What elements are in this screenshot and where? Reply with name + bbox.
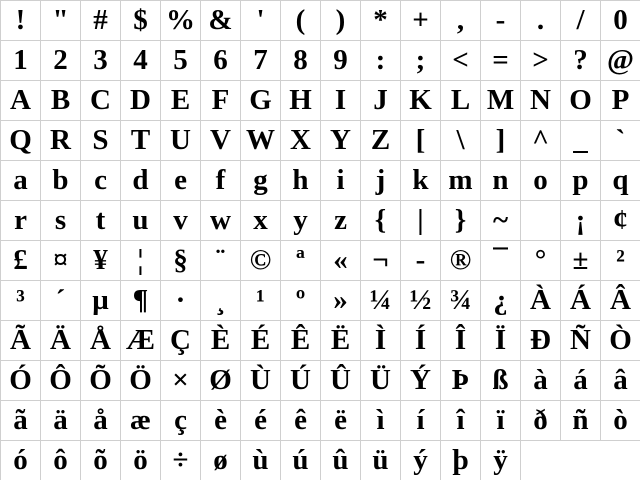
glyph-cell[interactable]: H xyxy=(281,81,321,121)
glyph-cell[interactable]: ¼ xyxy=(361,281,401,321)
glyph-cell[interactable]: ^ xyxy=(521,121,561,161)
glyph-cell[interactable]: ä xyxy=(41,401,81,441)
glyph-cell[interactable]: ® xyxy=(441,241,481,281)
glyph-cell[interactable]: × xyxy=(161,361,201,401)
glyph-cell[interactable]: 5 xyxy=(161,41,201,81)
glyph-cell[interactable]: Û xyxy=(321,361,361,401)
glyph-cell[interactable]: ô xyxy=(41,441,81,480)
glyph-cell[interactable]: ù xyxy=(241,441,281,480)
glyph-cell[interactable]: Ï xyxy=(481,321,521,361)
glyph-cell[interactable]: ¦ xyxy=(121,241,161,281)
glyph-cell[interactable]: - xyxy=(481,1,521,41)
glyph-cell[interactable]: Õ xyxy=(81,361,121,401)
glyph-cell[interactable]: B xyxy=(41,81,81,121)
glyph-cell[interactable]: v xyxy=(161,201,201,241)
glyph-cell[interactable]: 1 xyxy=(1,41,41,81)
glyph-cell[interactable]: § xyxy=(161,241,201,281)
glyph-cell[interactable]: ¶ xyxy=(121,281,161,321)
glyph-cell[interactable]: ê xyxy=(281,401,321,441)
glyph-cell[interactable]: ¯ xyxy=(481,241,521,281)
glyph-cell[interactable]: 6 xyxy=(201,41,241,81)
glyph-cell[interactable]: ? xyxy=(561,41,601,81)
glyph-cell[interactable]: Ò xyxy=(601,321,640,361)
glyph-cell[interactable]: + xyxy=(401,1,441,41)
glyph-cell[interactable]: Ü xyxy=(361,361,401,401)
glyph-cell[interactable]: µ xyxy=(81,281,121,321)
glyph-cell[interactable]: Ç xyxy=(161,321,201,361)
glyph-cell[interactable]: S xyxy=(81,121,121,161)
glyph-cell[interactable]: ò xyxy=(601,401,640,441)
glyph-cell[interactable]: ¥ xyxy=(81,241,121,281)
glyph-cell[interactable]: Å xyxy=(81,321,121,361)
glyph-cell[interactable]: < xyxy=(441,41,481,81)
glyph-cell[interactable]: ª xyxy=(281,241,321,281)
glyph-cell[interactable]: x xyxy=(241,201,281,241)
glyph-cell[interactable]: é xyxy=(241,401,281,441)
glyph-cell[interactable]: Á xyxy=(561,281,601,321)
glyph-cell[interactable]: n xyxy=(481,161,521,201)
glyph-cell[interactable]: Î xyxy=(441,321,481,361)
glyph-cell[interactable]: Þ xyxy=(441,361,481,401)
glyph-cell[interactable]: 3 xyxy=(81,41,121,81)
glyph-cell[interactable]: ÿ xyxy=(481,441,521,480)
glyph-cell[interactable]: J xyxy=(361,81,401,121)
glyph-cell[interactable]: O xyxy=(561,81,601,121)
glyph-cell[interactable]: ñ xyxy=(561,401,601,441)
glyph-cell[interactable]: ! xyxy=(1,1,41,41)
glyph-cell[interactable]: 2 xyxy=(41,41,81,81)
glyph-cell[interactable]: ¢ xyxy=(601,201,640,241)
glyph-cell[interactable]: p xyxy=(561,161,601,201)
glyph-cell[interactable]: | xyxy=(401,201,441,241)
glyph-cell[interactable]: Q xyxy=(1,121,41,161)
glyph-cell[interactable]: \ xyxy=(441,121,481,161)
glyph-cell[interactable]: U xyxy=(161,121,201,161)
glyph-cell[interactable]: Ú xyxy=(281,361,321,401)
glyph-cell[interactable]: ÷ xyxy=(161,441,201,480)
glyph-cell[interactable]: » xyxy=(321,281,361,321)
glyph-cell[interactable]: ] xyxy=(481,121,521,161)
glyph-cell[interactable]: û xyxy=(321,441,361,480)
glyph-cell[interactable]: T xyxy=(121,121,161,161)
glyph-cell[interactable]: : xyxy=(361,41,401,81)
glyph-cell[interactable]: ´ xyxy=(41,281,81,321)
glyph-cell[interactable]: ú xyxy=(281,441,321,480)
glyph-cell[interactable]: / xyxy=(561,1,601,41)
glyph-cell[interactable]: $ xyxy=(121,1,161,41)
glyph-cell[interactable]: _ xyxy=(561,121,601,161)
glyph-cell[interactable]: b xyxy=(41,161,81,201)
glyph-cell[interactable]: í xyxy=(401,401,441,441)
glyph-cell[interactable]: o xyxy=(521,161,561,201)
glyph-cell[interactable]: r xyxy=(1,201,41,241)
glyph-cell[interactable]: E xyxy=(161,81,201,121)
glyph-cell[interactable]: Ø xyxy=(201,361,241,401)
glyph-cell[interactable]: d xyxy=(121,161,161,201)
glyph-cell[interactable]: ë xyxy=(321,401,361,441)
glyph-cell[interactable]: Ñ xyxy=(561,321,601,361)
glyph-cell[interactable]: q xyxy=(601,161,640,201)
glyph-cell[interactable]: s xyxy=(41,201,81,241)
glyph-cell[interactable]: ¹ xyxy=(241,281,281,321)
glyph-cell[interactable]: Ë xyxy=(321,321,361,361)
glyph-cell[interactable]: R xyxy=(41,121,81,161)
glyph-cell[interactable]: # xyxy=(81,1,121,41)
glyph-cell[interactable]: c xyxy=(81,161,121,201)
glyph-cell[interactable]: & xyxy=(201,1,241,41)
glyph-cell[interactable]: 9 xyxy=(321,41,361,81)
glyph-cell[interactable]: f xyxy=(201,161,241,201)
glyph-cell[interactable]: ç xyxy=(161,401,201,441)
glyph-cell[interactable]: A xyxy=(1,81,41,121)
glyph-cell[interactable]: C xyxy=(81,81,121,121)
glyph-cell[interactable]: õ xyxy=(81,441,121,480)
glyph-cell[interactable]: @ xyxy=(601,41,640,81)
glyph-cell[interactable]: Z xyxy=(361,121,401,161)
glyph-cell[interactable]: ; xyxy=(401,41,441,81)
glyph-cell[interactable]: á xyxy=(561,361,601,401)
glyph-cell[interactable]: L xyxy=(441,81,481,121)
glyph-cell[interactable]: ( xyxy=(281,1,321,41)
glyph-cell[interactable]: À xyxy=(521,281,561,321)
glyph-cell[interactable]: G xyxy=(241,81,281,121)
glyph-cell[interactable]: Â xyxy=(601,281,640,321)
glyph-cell[interactable]: t xyxy=(81,201,121,241)
glyph-cell[interactable]: e xyxy=(161,161,201,201)
glyph-cell[interactable]: ã xyxy=(1,401,41,441)
glyph-cell[interactable]: â xyxy=(601,361,640,401)
glyph-cell[interactable]: { xyxy=(361,201,401,241)
glyph-cell[interactable]: ó xyxy=(1,441,41,480)
glyph-cell[interactable]: ² xyxy=(601,241,640,281)
glyph-cell[interactable]: ß xyxy=(481,361,521,401)
glyph-cell[interactable]: Ó xyxy=(1,361,41,401)
glyph-cell[interactable]: ' xyxy=(241,1,281,41)
glyph-cell[interactable]: Ô xyxy=(41,361,81,401)
glyph-cell[interactable]: ° xyxy=(521,241,561,281)
glyph-cell[interactable]: m xyxy=(441,161,481,201)
glyph-cell[interactable]: I xyxy=(321,81,361,121)
glyph-cell[interactable]: K xyxy=(401,81,441,121)
glyph-cell[interactable]: N xyxy=(521,81,561,121)
glyph-cell[interactable]: ø xyxy=(201,441,241,480)
glyph-cell[interactable]: î xyxy=(441,401,481,441)
glyph-cell[interactable]: º xyxy=(281,281,321,321)
glyph-cell[interactable]: à xyxy=(521,361,561,401)
glyph-cell[interactable]: £ xyxy=(1,241,41,281)
glyph-cell[interactable]: j xyxy=(361,161,401,201)
glyph-cell[interactable]: Ù xyxy=(241,361,281,401)
glyph-cell[interactable]: > xyxy=(521,41,561,81)
glyph-cell[interactable]: Ã xyxy=(1,321,41,361)
glyph-cell[interactable]: Y xyxy=(321,121,361,161)
glyph-cell[interactable]: ð xyxy=(521,401,561,441)
glyph-cell[interactable]: 0 xyxy=(601,1,640,41)
glyph-cell[interactable]: P xyxy=(601,81,640,121)
glyph-cell[interactable]: V xyxy=(201,121,241,161)
glyph-cell[interactable]: ì xyxy=(361,401,401,441)
glyph-cell[interactable]: a xyxy=(1,161,41,201)
glyph-cell[interactable]: ö xyxy=(121,441,161,480)
glyph-cell[interactable]: Ä xyxy=(41,321,81,361)
glyph-cell[interactable]: 4 xyxy=(121,41,161,81)
glyph-cell[interactable]: è xyxy=(201,401,241,441)
glyph-cell[interactable]: ¾ xyxy=(441,281,481,321)
glyph-cell[interactable]: « xyxy=(321,241,361,281)
glyph-cell[interactable]: Ö xyxy=(121,361,161,401)
glyph-cell[interactable]: æ xyxy=(121,401,161,441)
glyph-cell[interactable]: h xyxy=(281,161,321,201)
glyph-cell[interactable]: = xyxy=(481,41,521,81)
glyph-cell[interactable]: Ý xyxy=(401,361,441,401)
glyph-cell[interactable]: È xyxy=(201,321,241,361)
glyph-cell[interactable]: ¿ xyxy=(481,281,521,321)
glyph-cell[interactable]: M xyxy=(481,81,521,121)
glyph-cell[interactable]: ± xyxy=(561,241,601,281)
glyph-cell[interactable]: z xyxy=(321,201,361,241)
glyph-cell[interactable]: ¡ xyxy=(561,201,601,241)
glyph-cell[interactable]: [ xyxy=(401,121,441,161)
glyph-cell[interactable]: Í xyxy=(401,321,441,361)
glyph-cell[interactable]: ¨ xyxy=(201,241,241,281)
glyph-cell[interactable]: . xyxy=(521,1,561,41)
glyph-cell[interactable]: i xyxy=(321,161,361,201)
glyph-cell[interactable]: Ê xyxy=(281,321,321,361)
glyph-cell[interactable]: å xyxy=(81,401,121,441)
glyph-cell[interactable]: y xyxy=(281,201,321,241)
glyph-cell[interactable]: u xyxy=(121,201,161,241)
glyph-cell[interactable]: Æ xyxy=(121,321,161,361)
glyph-cell[interactable]: % xyxy=(161,1,201,41)
glyph-cell[interactable]: W xyxy=(241,121,281,161)
glyph-cell[interactable]: © xyxy=(241,241,281,281)
glyph-cell[interactable]: ` xyxy=(601,121,640,161)
glyph-cell[interactable]: Ð xyxy=(521,321,561,361)
glyph-cell[interactable]: F xyxy=(201,81,241,121)
glyph-cell[interactable]: ~ xyxy=(481,201,521,241)
glyph-cell[interactable]: ¬ xyxy=(361,241,401,281)
glyph-cell[interactable]: - xyxy=(401,241,441,281)
glyph-cell[interactable]: É xyxy=(241,321,281,361)
glyph-cell[interactable]: ³ xyxy=(1,281,41,321)
glyph-cell[interactable]: ¤ xyxy=(41,241,81,281)
glyph-cell[interactable]: 7 xyxy=(241,41,281,81)
glyph-cell[interactable]: Ì xyxy=(361,321,401,361)
glyph-cell[interactable]: · xyxy=(161,281,201,321)
glyph-cell[interactable]: k xyxy=(401,161,441,201)
glyph-cell[interactable]: w xyxy=(201,201,241,241)
glyph-cell[interactable]: ¸ xyxy=(201,281,241,321)
glyph-cell[interactable]: ï xyxy=(481,401,521,441)
glyph-cell-blank[interactable] xyxy=(521,201,561,241)
glyph-cell[interactable]: } xyxy=(441,201,481,241)
glyph-cell[interactable]: ½ xyxy=(401,281,441,321)
glyph-cell[interactable]: ) xyxy=(321,1,361,41)
glyph-cell[interactable]: , xyxy=(441,1,481,41)
glyph-cell[interactable]: * xyxy=(361,1,401,41)
glyph-cell[interactable]: g xyxy=(241,161,281,201)
glyph-cell[interactable]: X xyxy=(281,121,321,161)
glyph-cell[interactable]: " xyxy=(41,1,81,41)
glyph-cell[interactable]: þ xyxy=(441,441,481,480)
glyph-cell[interactable]: ü xyxy=(361,441,401,480)
glyph-cell[interactable]: D xyxy=(121,81,161,121)
glyph-cell[interactable]: 8 xyxy=(281,41,321,81)
glyph-cell[interactable]: ý xyxy=(401,441,441,480)
